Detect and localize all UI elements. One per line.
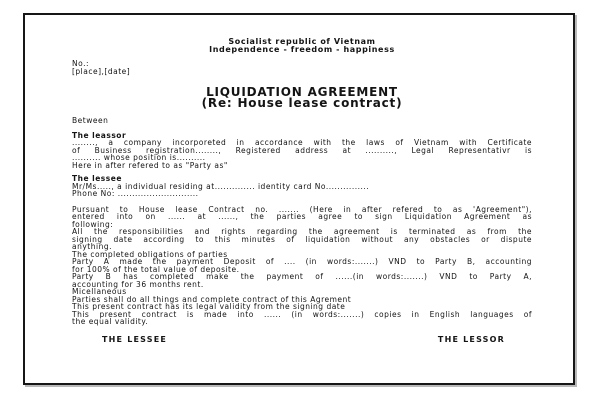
- document-title-line2: (Re: House lease contract): [201, 95, 403, 110]
- document-title: [72, 87, 532, 108]
- body-line: Micellaneous: [72, 287, 127, 296]
- lessee-heading: The lessee: [72, 174, 122, 183]
- lessor-line: .......... whose position is..........: [72, 153, 206, 162]
- body-line: This present contract is made into ...... (in words:.......) copies in English languages of: [72, 309, 532, 319]
- agreement-body: [72, 206, 532, 326]
- body-line: anything.: [72, 242, 112, 251]
- lessee-line: Mr/Ms....., a individual residing at.............. identity card No...............: [72, 181, 370, 191]
- body-line: signing date according to this minutes of liquidation without any obstacles or dispute: [72, 234, 532, 244]
- document-title-line1: LIQUIDATION AGREEMENT: [206, 85, 398, 99]
- lessor-line: Here in after refered to as "Party as": [72, 160, 228, 170]
- body-line: All the responsibilities and rights regarding the agreement is terminated as from the: [72, 227, 532, 236]
- national-header-line1: Socialist republic of Vietnam: [228, 37, 376, 46]
- body-line: following:: [72, 219, 114, 229]
- body-line: Party A made the payment Deposit of .... (in words:.......) VND to Party B, accounting: [72, 257, 532, 266]
- national-header: [72, 38, 532, 53]
- signature-row: [72, 336, 532, 344]
- document-content: [72, 38, 532, 379]
- body-line: accounting for 36 months rent.: [72, 279, 204, 289]
- lessor-heading: The leassor: [72, 130, 127, 140]
- between-label: Between: [72, 116, 109, 125]
- lessee-paragraph: [72, 183, 532, 198]
- signature-lessee: THE LESSEE: [102, 334, 168, 344]
- body-line: entered into on ...... at ......, the parties agree to sign Liquidation Agreement as: [72, 212, 532, 221]
- lessee-line: Phone No: ............................: [72, 189, 199, 198]
- document-meta: [72, 60, 532, 75]
- lessor-paragraph: [72, 139, 532, 169]
- place-date-placeholder: [place],[date]: [72, 66, 131, 76]
- body-line: Parties shall do all things and complete contract of this Agrement: [72, 294, 352, 304]
- body-line: for 100% of the total value of deposite.: [72, 264, 240, 274]
- document-page: [23, 13, 575, 385]
- body-line: The completed obligations of parties: [72, 249, 228, 259]
- lessor-line: of Business registration........, Registered address at .........., Legal Representativr is: [72, 145, 532, 155]
- signature-lessor: THE LESSOR: [437, 334, 505, 344]
- lessor-line: ........, a company incorporeted in accordance with the laws of Vietnam with Certificate: [72, 138, 532, 147]
- national-header-line2: Independence - freedom - happiness: [209, 44, 395, 54]
- document-number-label: No.:: [72, 59, 89, 68]
- body-line: Pursuant to House lease Contract no. ....... (Here in after refered to as 'Agreement"),: [72, 204, 532, 214]
- body-line: Party B has completed make the payment of ......(in words:.......) VND to Party A,: [72, 272, 532, 281]
- body-line: This present contract has its legal validity from the signing date: [72, 302, 346, 311]
- body-line: the equal validity.: [72, 317, 149, 326]
